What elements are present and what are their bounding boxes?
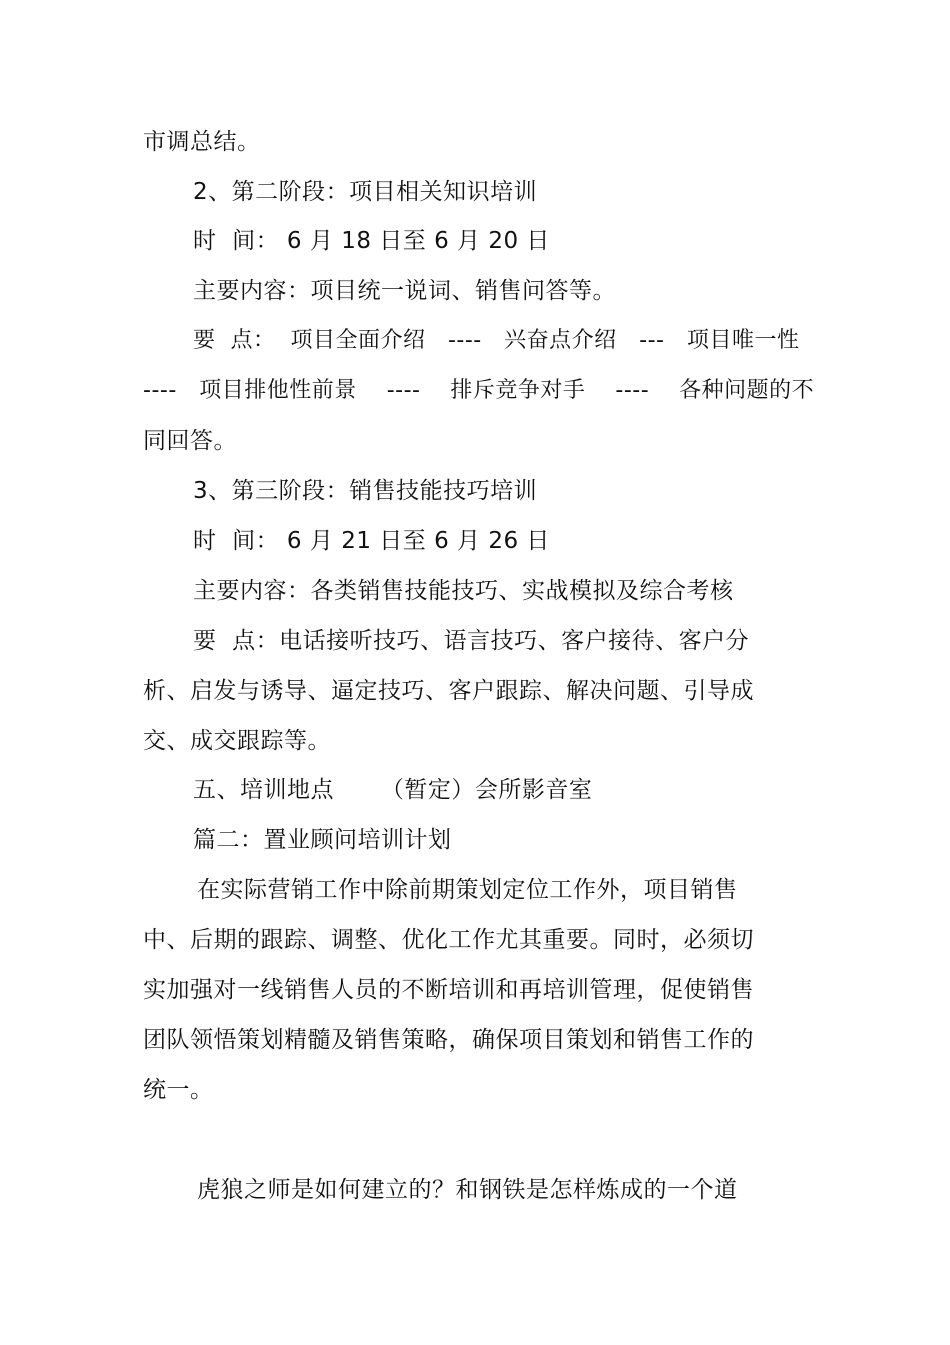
text-line-20: 统一。 <box>143 1077 214 1103</box>
text-line-11: 要 点：电话接听技巧、语言技巧、客户接待、客户分 <box>193 628 750 654</box>
text-line-7: 同回答。 <box>143 428 237 454</box>
text-line-17: 中、后期的跟踪、调整、优化工作尤其重要。同时，必须切 <box>143 927 754 953</box>
text-line-21: 虎狼之师是如何建立的？和钢铁是怎样炼成的一个道 <box>197 1177 738 1203</box>
text-line-16: 在实际营销工作中除前期策划定位工作外，项目销售 <box>197 877 738 903</box>
text-line-13: 交、成交跟踪等。 <box>143 728 331 754</box>
text-line-14: 五、培训地点 （暂定）会所影音室 <box>193 777 593 803</box>
text-line-4: 主要内容：项目统一说词、销售问答等。 <box>193 278 616 304</box>
text-line-18: 实加强对一线销售人员的不断培训和再培训管理，促使销售 <box>143 977 754 1003</box>
text-line-8: 3、第三阶段：销售技能技巧培训 <box>193 478 538 504</box>
text-line-15: 篇二：置业顾问培训计划 <box>193 827 452 853</box>
text-line-9: 时 间： 6 月 21 日至 6 月 26 日 <box>193 528 550 554</box>
text-line-3: 时 间： 6 月 18 日至 6 月 20 日 <box>193 228 550 254</box>
text-line-2: 2、第二阶段：项目相关知识培训 <box>193 179 538 205</box>
text-line-19: 团队领悟策划精髓及销售策略，确保项目策划和销售工作的 <box>143 1027 754 1053</box>
text-line-6: ---- 项目排他性前景 ---- 排斥竞争对手 ---- 各种问题的不 <box>143 378 815 403</box>
text-line-12: 析、启发与诱导、逼定技巧、客户跟踪、解决问题、引导成 <box>143 678 754 704</box>
text-line-1: 市调总结。 <box>143 129 261 155</box>
text-line-10: 主要内容：各类销售技能技巧、实战模拟及综合考核 <box>193 578 734 604</box>
text-line-5: 要 点： 项目全面介绍 ---- 兴奋点介绍 --- 项目唯一性 <box>193 328 800 353</box>
